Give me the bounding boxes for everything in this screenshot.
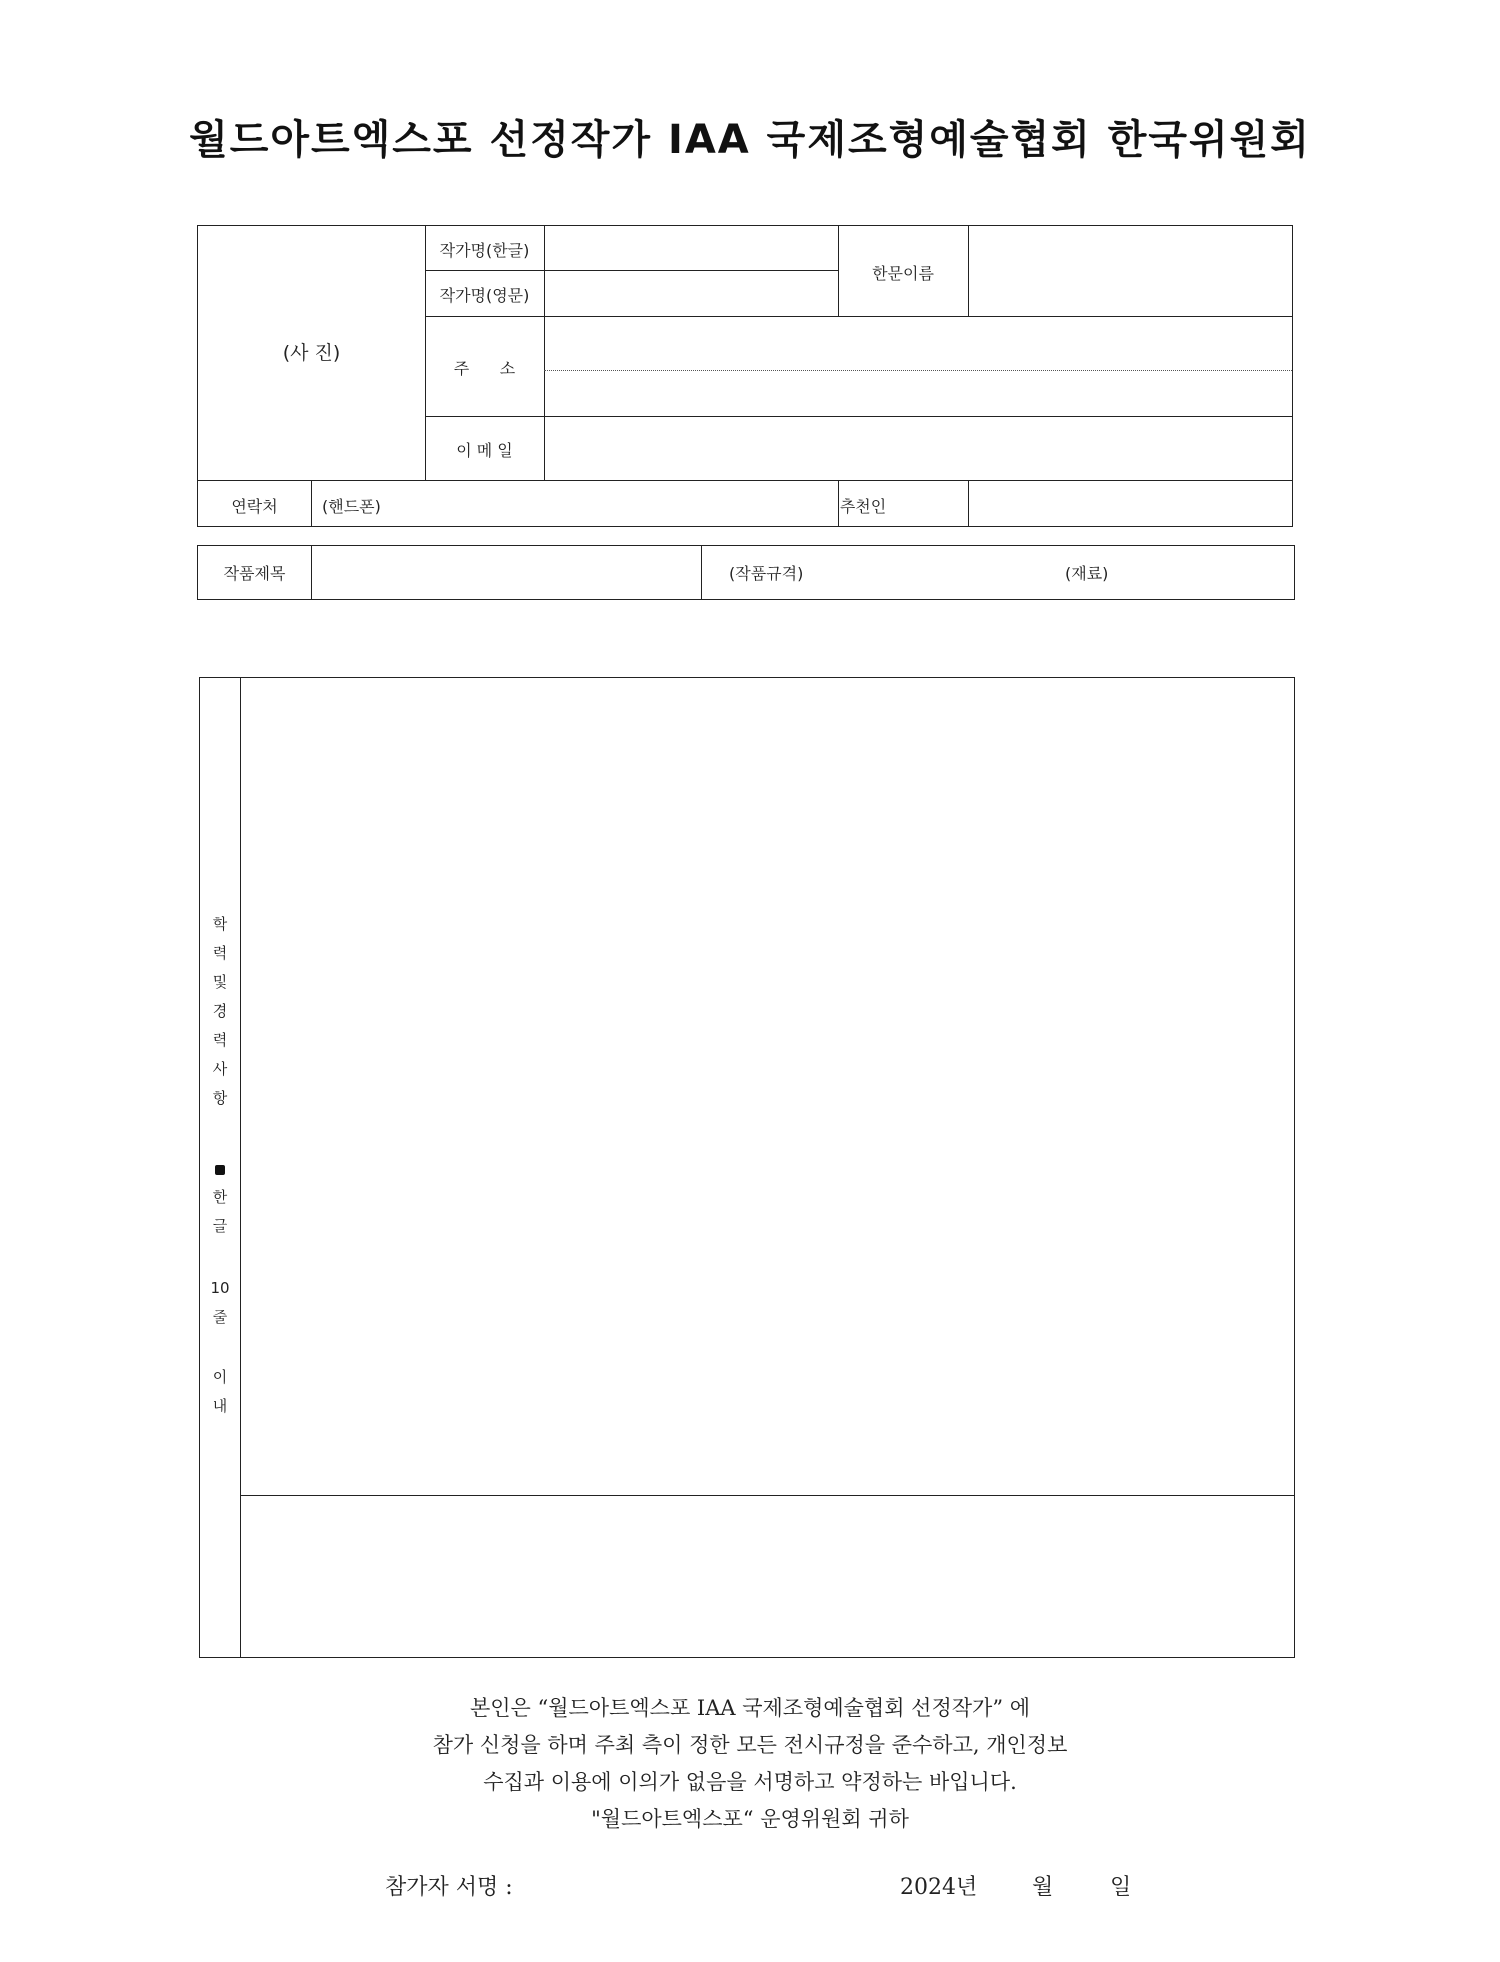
recommender-label: 추천인 (839, 497, 887, 516)
name-hanja-field[interactable] (968, 226, 1292, 316)
signature-label: 참가자 서명 : (385, 1875, 513, 1900)
artwork-title-label: 작품제목 (223, 564, 286, 583)
notice-line-1: 본인은 “월드아트엑스포 IAA 국제조형예술협회 선정작가” 에 (469, 1696, 1031, 1720)
artwork-size-label: (작품규격) (729, 564, 804, 583)
signature-field[interactable] (560, 1870, 880, 1900)
signature-year: 2024년 (900, 1875, 978, 1900)
notice-line-3: 수집과 이용에 이의가 없음을 서명하고 약정하는 바입니다. (483, 1770, 1017, 1794)
email-label: 이 메 일 (456, 441, 513, 460)
mobile-field[interactable] (418, 480, 838, 526)
name-korean-field[interactable] (544, 226, 838, 270)
career-extra-area[interactable] (242, 1497, 1294, 1657)
artwork-table (197, 545, 1295, 600)
recommender-field[interactable] (968, 480, 1292, 526)
signature-day: 일 (1110, 1875, 1132, 1900)
career-note-label: 한 글 (212, 1188, 228, 1235)
artwork-title-field[interactable] (311, 546, 701, 599)
name-korean-label: 작가명(한글) (439, 241, 530, 260)
name-hanja-label: 한문이름 (872, 264, 934, 283)
signature-month: 월 (1032, 1875, 1054, 1900)
email-field[interactable] (544, 416, 1292, 480)
artwork-size-material-field[interactable] (701, 546, 1294, 599)
career-line-limit: 10 줄 (210, 1279, 230, 1326)
career-vertical-label: 학 력 및 경 력 사 항 (212, 915, 228, 1107)
mobile-label: (핸드폰) (322, 497, 381, 516)
notice-line-2: 참가 신청을 하며 주최 측이 정한 모든 전시규정을 준수하고, 개인정보 (432, 1733, 1068, 1757)
career-limit-suffix: 이 내 (212, 1368, 228, 1415)
name-english-field[interactable] (544, 270, 838, 316)
career-text-area[interactable] (242, 678, 1294, 1495)
artwork-material-label: (재료) (1065, 564, 1109, 583)
photo-placeholder: (사 진) (282, 342, 341, 364)
address-label: 주 소 (453, 359, 516, 378)
bullet-icon (215, 1160, 225, 1179)
consent-notice (0, 1690, 1500, 1838)
notice-line-4: "월드아트엑스포“ 운영위원회 귀하 (591, 1807, 909, 1831)
career-table (199, 677, 1295, 1658)
contact-label: 연락처 (231, 497, 278, 516)
applicant-table (197, 225, 1293, 527)
address-field[interactable] (544, 316, 1292, 416)
name-english-label: 작가명(영문) (439, 286, 530, 305)
document-title: 월드아트엑스포 선정작가 IAA 국제조형예술협회 한국위원회 (189, 117, 1311, 163)
